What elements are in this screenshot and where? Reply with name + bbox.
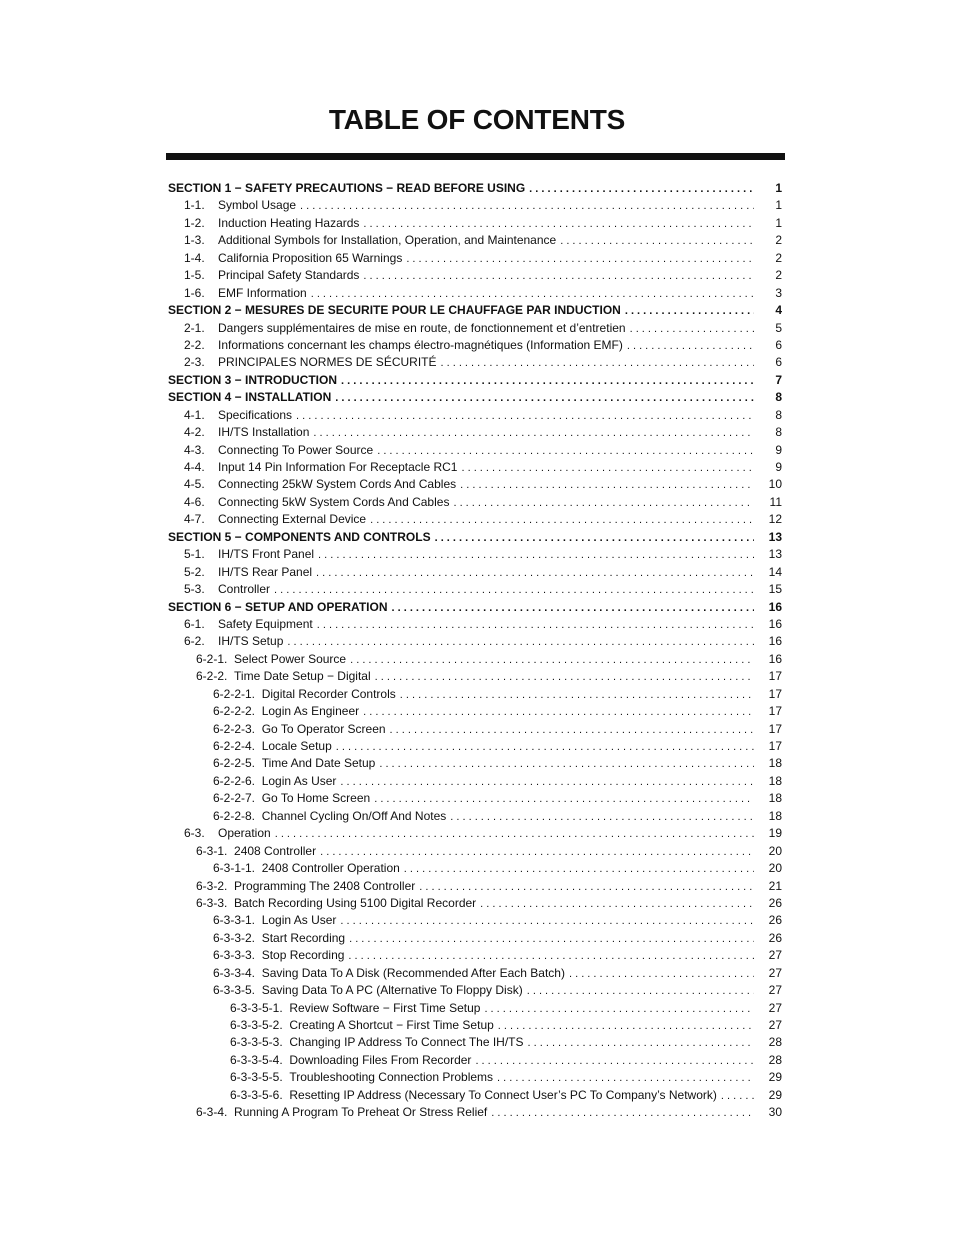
toc-page-number: 5	[775, 320, 782, 335]
toc-leader-dots	[341, 373, 754, 389]
toc-page-number: 13	[768, 529, 782, 544]
toc-entry[interactable]	[168, 285, 782, 302]
toc-entry-number: 6-3-3-5.	[213, 983, 256, 998]
toc-page-number: 18	[768, 791, 782, 806]
toc-page-number: 18	[768, 808, 782, 823]
toc-entry-number: 6-3-3-5-1.	[230, 1000, 283, 1015]
toc-page-number: 6	[775, 337, 782, 352]
toc-page-number: 17	[768, 704, 782, 719]
toc-entry-title: Downloading Files From Recorder	[289, 1052, 472, 1067]
toc-page-number: 26	[768, 930, 782, 945]
toc-page-number: 8	[775, 407, 782, 422]
toc-page-number: 29	[768, 1070, 782, 1085]
toc-leader-dots	[335, 390, 754, 406]
toc-section-entry[interactable]	[168, 302, 782, 319]
toc-entry-number: 6-2-2-8.	[213, 808, 256, 823]
toc-page-number: 17	[768, 721, 782, 736]
toc-entry-number: 2-2.	[184, 337, 205, 352]
toc-leader-dots	[363, 268, 754, 284]
toc-entry-title: SECTION 3 − INTRODUCTION	[168, 372, 338, 387]
toc-entry[interactable]	[168, 1104, 782, 1121]
toc-entry-title: Stop Recording	[261, 948, 345, 963]
toc-entry[interactable]	[168, 442, 782, 459]
toc-page-number: 15	[768, 582, 782, 597]
toc-entry[interactable]	[168, 424, 782, 441]
toc-entry-number: 6-2-2-7.	[213, 791, 256, 806]
toc-entry-number: 6-2-2-4.	[213, 739, 256, 753]
toc-leader-dots	[400, 687, 754, 703]
toc-page-number: 17	[768, 739, 782, 753]
toc-leader-dots	[391, 600, 754, 616]
toc-entry[interactable]	[168, 651, 782, 668]
toc-page-number: 1	[775, 215, 782, 230]
toc-page-number: 3	[775, 285, 782, 300]
toc-entry-title: Induction Heating Hazards	[218, 215, 360, 230]
toc-page-number: 9	[775, 442, 782, 457]
toc-entry-number: 1-1.	[184, 198, 205, 213]
toc-entry-title: Programming The 2408 Controller	[234, 878, 416, 893]
toc-page-number: 16	[768, 599, 782, 614]
toc-entry[interactable]	[168, 930, 782, 947]
toc-leader-dots	[460, 477, 754, 493]
toc-entry-title: SECTION 2 − MESURES DE SECURITE POUR LE CHAUFFAGE PAR INDUCTION	[168, 303, 621, 318]
toc-page-number: 20	[768, 861, 782, 876]
toc-entry[interactable]	[168, 459, 782, 476]
toc-entry-title: Changing IP Address To Connect The IH/TS	[289, 1035, 524, 1050]
toc-leader-dots	[318, 547, 754, 563]
toc-entry[interactable]	[168, 668, 782, 685]
toc-entry[interactable]	[168, 633, 782, 650]
toc-entry-title: Input 14 Pin Information For Receptacle RC1	[218, 460, 458, 474]
toc-page-number: 7	[775, 372, 782, 387]
toc-entry[interactable]	[168, 878, 782, 895]
toc-entry[interactable]	[168, 320, 782, 337]
toc-entry[interactable]	[168, 1052, 782, 1069]
toc-leader-dots	[317, 617, 754, 633]
toc-leader-dots	[340, 774, 754, 790]
toc-page-number: 18	[768, 756, 782, 771]
toc-leader-dots	[484, 1001, 754, 1017]
toc-leader-dots	[435, 530, 754, 546]
toc-entry-number: 6-3-1.	[196, 843, 228, 858]
toc-leader-dots	[419, 879, 754, 895]
toc-page-number: 14	[768, 564, 782, 579]
toc-entry[interactable]	[168, 773, 782, 790]
toc-entry-number: 4-4.	[184, 460, 205, 474]
toc-entry-title: Running A Program To Preheat Or Stress Relief	[234, 1105, 488, 1120]
toc-entry-title: Dangers supplémentaires de mise en route, de fonctionnement et d’entretien	[218, 320, 626, 335]
toc-entry[interactable]	[168, 267, 782, 284]
toc-entry[interactable]	[168, 197, 782, 214]
toc-entry-title: EMF Information	[218, 285, 307, 300]
toc-leader-dots	[529, 181, 754, 197]
toc-entry-number: 1-4.	[184, 250, 205, 265]
toc-leader-dots	[275, 826, 754, 842]
toc-leader-dots	[377, 443, 754, 459]
toc-entry[interactable]	[168, 1000, 782, 1017]
toc-entry[interactable]	[168, 616, 782, 633]
toc-entry-number: 2-1.	[184, 320, 205, 335]
toc-leader-dots	[528, 1035, 755, 1051]
toc-entry-number: 1-5.	[184, 268, 205, 283]
toc-page-number: 26	[768, 913, 782, 928]
toc-page-number: 27	[768, 983, 782, 998]
toc-leader-dots	[349, 931, 754, 947]
toc-page-number: 30	[768, 1105, 782, 1120]
toc-page-number: 9	[775, 460, 782, 474]
toc-leader-dots	[475, 1053, 754, 1069]
toc-entry[interactable]	[168, 808, 782, 825]
toc-entry[interactable]	[168, 1017, 782, 1034]
toc-entry-title: Troubleshooting Connection Problems	[289, 1070, 494, 1085]
toc-section-entry[interactable]	[168, 599, 782, 616]
toc-page-number: 27	[768, 1018, 782, 1032]
toc-entry[interactable]	[168, 703, 782, 720]
toc-section-entry[interactable]	[168, 180, 782, 197]
toc-page-number: 16	[768, 616, 782, 631]
toc-page-number: 16	[768, 634, 782, 649]
toc-entry-number: 5-3.	[184, 582, 205, 597]
toc-entry-title: Login As User	[261, 913, 337, 928]
toc-page-number: 16	[768, 651, 782, 666]
toc-leader-dots	[379, 756, 754, 772]
toc-page-number: 21	[768, 878, 782, 893]
toc-leader-dots	[316, 565, 754, 581]
toc-entry-title: SECTION 6 − SETUP AND OPERATION	[168, 599, 388, 614]
toc-entry-title: IH/TS Setup	[218, 634, 284, 649]
toc-entry-number: 6-3-3-2.	[213, 930, 256, 945]
toc-leader-dots	[320, 844, 754, 860]
toc-leader-dots	[313, 425, 754, 441]
toc-entry-title: Go To Home Screen	[261, 791, 371, 806]
toc-page-number: 10	[768, 477, 782, 492]
page-title: TABLE OF CONTENTS	[328, 104, 626, 135]
toc-entry[interactable]	[168, 1069, 782, 1086]
toc-entry-number: 4-3.	[184, 442, 205, 457]
toc-leader-dots	[560, 233, 754, 249]
toc-entry-title: Go To Operator Screen	[261, 721, 386, 736]
toc-page-number: 12	[768, 512, 782, 527]
toc-entry-number: 4-1.	[184, 407, 205, 422]
toc-entry-number: 6-2-2-1.	[213, 686, 256, 701]
toc-entry-title: Additional Symbols for Installation, Operation, and Maintenance	[218, 233, 557, 248]
toc-entry-title: Start Recording	[261, 930, 346, 945]
toc-entry-title: Connecting External Device	[218, 512, 367, 527]
toc-entry[interactable]	[168, 982, 782, 999]
toc-entry-number: 6-3-3-5-6.	[230, 1087, 283, 1102]
toc-leader-dots	[453, 495, 754, 511]
toc-leader-dots	[461, 460, 754, 476]
toc-entry-number: 6-3-4.	[196, 1105, 228, 1120]
toc-entry-number: 6-1.	[184, 616, 205, 631]
toc-entry[interactable]	[168, 1087, 782, 1104]
toc-entry-title: Channel Cycling On/Off And Notes	[261, 808, 447, 823]
toc-leader-dots	[450, 809, 754, 825]
toc-entry-number: 4-7.	[184, 512, 205, 527]
toc-leader-dots	[527, 983, 754, 999]
toc-entry[interactable]	[168, 965, 782, 982]
toc-leader-dots	[374, 791, 754, 807]
toc-leader-dots	[363, 704, 754, 720]
toc-entry[interactable]	[168, 476, 782, 493]
toc-entry-number: 5-2.	[184, 564, 205, 579]
toc-entry-title: Connecting 5kW System Cords And Cables	[218, 494, 450, 509]
toc-entry-number: 1-2.	[184, 215, 205, 230]
toc-entry-title: Connecting 25kW System Cords And Cables	[218, 477, 457, 492]
toc-section-entry[interactable]	[168, 372, 782, 389]
toc-page-number: 8	[775, 390, 782, 405]
toc-entry-number: 6-2-2-3.	[213, 721, 256, 736]
toc-entry[interactable]	[168, 564, 782, 581]
toc-entry[interactable]	[168, 843, 782, 860]
toc-entry-title: Login As Engineer	[261, 704, 360, 719]
toc-entry-title: Login As User	[261, 773, 337, 788]
toc-leader-dots	[491, 1105, 754, 1121]
toc-leader-dots	[336, 739, 754, 755]
toc-leader-dots	[406, 251, 754, 267]
toc-leader-dots	[311, 286, 754, 302]
toc-entry-title: Principal Safety Standards	[218, 268, 360, 283]
toc-leader-dots	[497, 1070, 754, 1086]
toc-entry-title: IH/TS Rear Panel	[218, 564, 313, 579]
toc-page-number: 2	[775, 250, 782, 265]
toc-entry-title: Saving Data To A PC (Alternative To Floppy Disk)	[261, 983, 523, 998]
toc-page-number: 13	[768, 547, 782, 562]
toc-entry[interactable]	[168, 721, 782, 738]
toc-page-number: 4	[775, 303, 782, 318]
toc-leader-dots	[630, 321, 754, 337]
toc-page-number: 29	[768, 1087, 782, 1102]
toc-leader-dots	[627, 338, 754, 354]
toc-entry[interactable]	[168, 511, 782, 528]
toc-entry-number: 6-3.	[184, 826, 205, 841]
toc-entry-number: 4-5.	[184, 477, 205, 492]
toc-entry-title: Specifications	[218, 407, 293, 422]
toc-leader-dots	[404, 861, 754, 877]
toc-leader-dots	[390, 722, 754, 738]
toc-entry-number: 6-3-3-4.	[213, 965, 256, 980]
toc-page-number: 28	[768, 1052, 782, 1067]
toc-entry-number: 6-3-3-5-3.	[230, 1035, 283, 1050]
toc-entry-number: 6-3-1-1.	[213, 861, 256, 876]
toc-page-number: 6	[775, 355, 782, 370]
toc-leader-dots	[721, 1088, 754, 1104]
toc-entry-number: 6-3-3-5-2.	[230, 1018, 283, 1032]
toc-entry-number: 6-3-3-1.	[213, 913, 256, 928]
toc-page-number: 28	[768, 1035, 782, 1050]
toc-page-number: 2	[775, 233, 782, 248]
toc-entry-number: 2-3.	[184, 355, 205, 370]
toc-entry[interactable]	[168, 825, 782, 842]
toc-leader-dots	[350, 652, 754, 668]
toc-entry[interactable]	[168, 546, 782, 563]
toc-entry-number: 4-2.	[184, 425, 205, 440]
toc-entry[interactable]	[168, 215, 782, 232]
toc-entry-title: Locale Setup	[261, 739, 332, 753]
toc-page-number: 27	[768, 1000, 782, 1015]
toc-entry[interactable]	[168, 860, 782, 877]
toc-entry-title: Digital Recorder Controls	[261, 686, 396, 701]
toc-page-number: 8	[775, 425, 782, 440]
toc-entry-number: 6-2.	[184, 634, 205, 649]
toc-leader-dots	[363, 216, 754, 232]
toc-entry-number: 1-6.	[184, 285, 205, 300]
toc-page-number: 1	[775, 198, 782, 213]
toc-entry-title: Time And Date Setup	[261, 756, 376, 771]
toc-leader-dots	[498, 1018, 754, 1034]
toc-entry[interactable]	[168, 755, 782, 772]
toc-page-number: 20	[768, 843, 782, 858]
toc-entry-number: 6-2-2-5.	[213, 756, 256, 771]
toc-entry[interactable]	[168, 790, 782, 807]
toc-entry[interactable]	[168, 250, 782, 267]
toc-page-number: 11	[769, 494, 782, 509]
toc-entry[interactable]	[168, 354, 782, 371]
toc-page-number: 2	[775, 268, 782, 283]
toc-entry[interactable]	[168, 947, 782, 964]
toc-entry[interactable]	[168, 337, 782, 354]
toc-entry-title: SECTION 4 − INSTALLATION	[168, 390, 332, 405]
toc-entry-number: 6-3-3-3.	[213, 948, 256, 963]
toc-entry-title: Review Software − First Time Setup	[289, 1000, 481, 1015]
toc-entry[interactable]	[168, 1034, 782, 1051]
toc-entry-number: 6-2-2-6.	[213, 773, 256, 788]
toc-entry-number: 6-2-2-2.	[213, 704, 256, 719]
toc-leader-dots	[274, 582, 754, 598]
toc-entry-number: 6-3-3-5-4.	[230, 1052, 283, 1067]
toc-entry-title: Saving Data To A Disk (Recommended After Each Batch)	[261, 965, 565, 980]
toc-page-number: 17	[768, 686, 782, 701]
table-of-contents	[168, 180, 782, 1122]
toc-entry-number: 5-1.	[184, 547, 205, 562]
toc-entry-title: Select Power Source	[234, 651, 347, 666]
toc-entry[interactable]	[168, 494, 782, 511]
toc-entry-title: Symbol Usage	[218, 198, 297, 213]
toc-page-number: 26	[768, 895, 782, 910]
toc-leader-dots	[625, 303, 754, 319]
toc-entry[interactable]	[168, 407, 782, 424]
toc-page-number: 27	[768, 948, 782, 963]
toc-leader-dots	[300, 198, 754, 214]
toc-entry-number: 1-3.	[184, 233, 205, 248]
toc-entry-title: Batch Recording Using 5100 Digital Recorder	[234, 895, 477, 910]
toc-entry-number: 6-3-3.	[196, 895, 228, 910]
toc-entry[interactable]	[168, 581, 782, 598]
toc-entry-number: 6-3-2.	[196, 878, 228, 893]
toc-entry-title: Safety Equipment	[218, 616, 313, 631]
toc-leader-dots	[375, 669, 754, 685]
toc-leader-dots	[480, 896, 754, 912]
toc-page-number: 1	[775, 181, 782, 195]
toc-entry[interactable]	[168, 738, 782, 755]
toc-entry-title: Resetting IP Address (Necessary To Connect User’s PC To Company’s Network)	[289, 1087, 717, 1102]
toc-entry[interactable]	[168, 232, 782, 249]
toc-leader-dots	[569, 966, 754, 982]
toc-entry-number: 6-2-1.	[196, 651, 228, 666]
toc-entry-title: Informations concernant les champs électro-magnétiques (Information EMF)	[218, 337, 623, 352]
toc-leader-dots	[287, 634, 754, 650]
toc-entry-title: SECTION 1 − SAFETY PRECAUTIONS − READ BEFORE USING	[168, 181, 526, 195]
toc-entry[interactable]	[168, 686, 782, 703]
toc-entry[interactable]	[168, 912, 782, 929]
toc-leader-dots	[296, 408, 754, 424]
toc-entry-title: IH/TS Front Panel	[218, 547, 315, 562]
toc-entry-title: Connecting To Power Source	[218, 442, 374, 457]
toc-entry-title: Time Date Setup − Digital	[234, 669, 371, 684]
toc-entry-number: 6-3-3-5-5.	[230, 1070, 283, 1085]
toc-entry-title: IH/TS Installation	[218, 425, 310, 440]
toc-entry-title: Controller	[218, 582, 271, 597]
toc-entry-title: Creating A Shortcut − First Time Setup	[289, 1018, 494, 1032]
toc-page-number: 18	[768, 773, 782, 788]
toc-page-number: 17	[768, 669, 782, 684]
toc-leader-dots	[440, 355, 754, 371]
toc-entry-title: California Proposition 65 Warnings	[218, 250, 403, 265]
toc-entry-title: Operation	[218, 826, 271, 841]
toc-entry[interactable]	[168, 895, 782, 912]
title-rule	[166, 153, 785, 160]
toc-leader-dots	[370, 512, 754, 528]
toc-page-number: 27	[768, 965, 782, 980]
toc-entry-number: 6-2-2.	[196, 669, 228, 684]
toc-entry-title: 2408 Controller Operation	[261, 861, 400, 876]
toc-page-number: 19	[768, 826, 782, 841]
toc-entry-title: PRINCIPALES NORMES DE SÉCURITÉ	[218, 355, 437, 370]
toc-section-entry[interactable]	[168, 529, 782, 546]
toc-entry-title: 2408 Controller	[234, 843, 317, 858]
toc-entry-title: SECTION 5 − COMPONENTS AND CONTROLS	[168, 529, 431, 544]
toc-leader-dots	[348, 948, 754, 964]
toc-entry-number: 4-6.	[184, 494, 205, 509]
toc-leader-dots	[340, 913, 754, 929]
toc-section-entry[interactable]	[168, 389, 782, 406]
